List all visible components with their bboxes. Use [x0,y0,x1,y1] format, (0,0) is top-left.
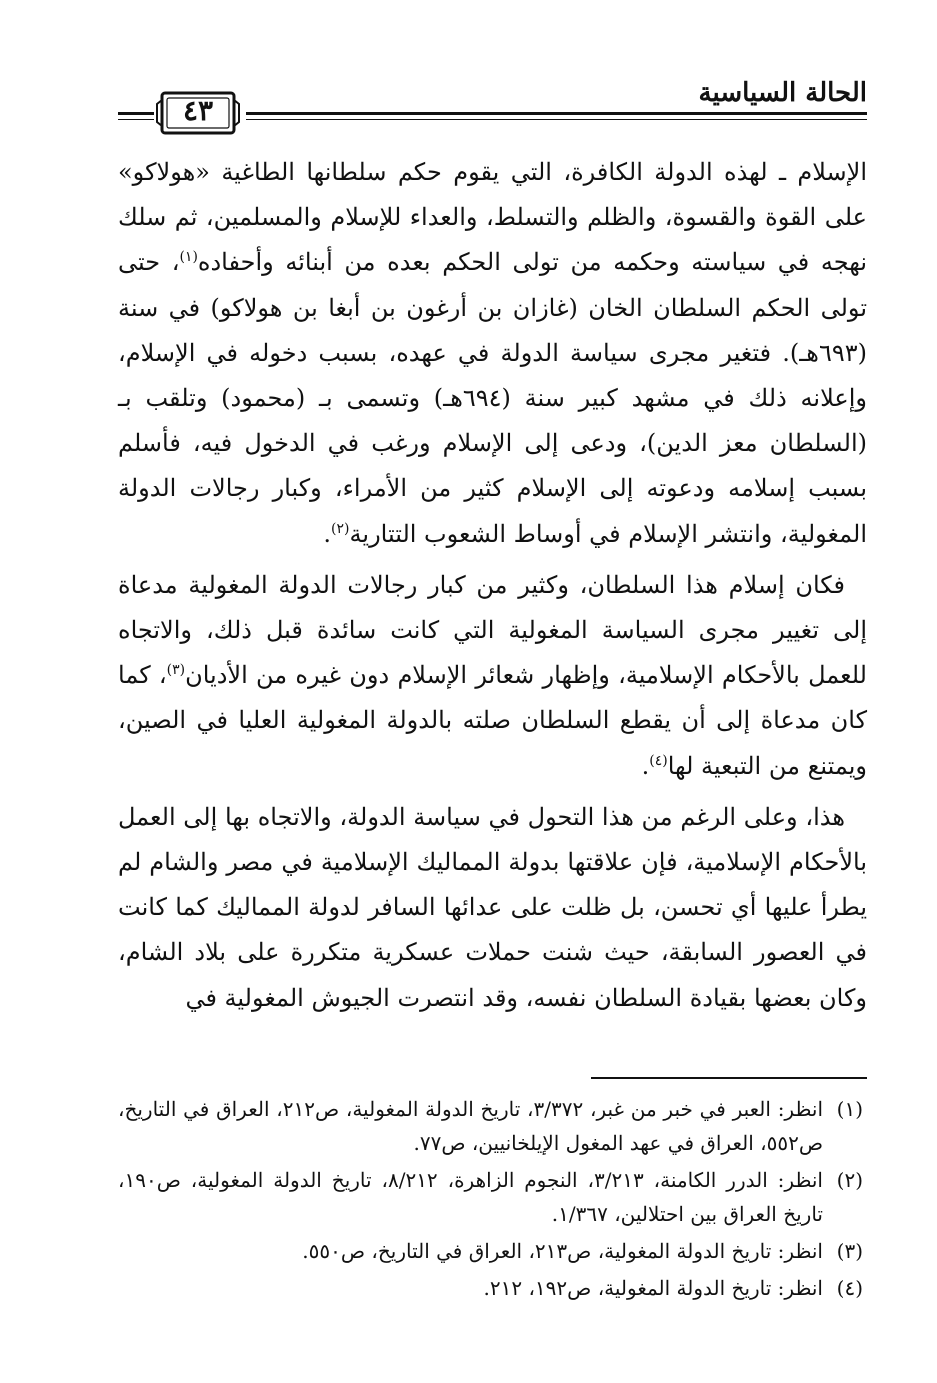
running-title: الحالة السياسية [698,78,867,108]
paragraph-1-text-c: . [323,519,332,548]
footnote-ref-1[interactable]: (١) [179,249,198,266]
paragraph-2 [118,563,867,789]
header-rule-right [246,112,867,115]
paragraph-2-text-b: ، كما كان مدعاة إلى أن يقطع السلطان صلته بالدولة المغولية العليا في الصين، ويمتنع من التبعية لها [118,661,867,780]
footnote-separator [591,1077,867,1079]
paragraph-2-text-a: فكان إسلام هذا السلطان، وكثير من كبار رجالات الدولة المغولية مدعاة إلى تغيير مجرى السياسة المغولية التي كانت سائدة قبل ذلك، والاتجاه للعمل بالأحكام الإسلامية، وإظهار شعائر الإسلام دون غيره من الأديان [118,570,867,690]
header-rule-right-thin [246,119,867,120]
footnote-item [118,1163,863,1231]
paragraph-1-text-b: ، حتى تولى الحكم السلطان الخان (غازان بن أرغون بن أبغا بن هولاكو) في سنة (٦٩٣هـ). فتغير مجرى سياسة الدولة في عهده، بسبب دخوله في الإسلام، وإعلانه ذلك في مشهد كبير سنة (٦٩٤هـ) وتسمى بـ (محمود) وتلقب بـ (السلطان معز الدين)، ودعى إلى الإسلام ورغب في الدخول فيه، فأسلم بسبب إسلامه ودعوته إلى الإسلام كثير من الأمراء، وكبار رجالات الدولة المغولية، وانتشر الإسلام في أوساط الشعوب التتارية [118,248,867,548]
header-rule-left-thin [118,119,154,120]
paragraph-3: هذا، وعلى الرغم من هذا التحول في سياسة الدولة، والاتجاه بها إلى العمل بالأحكام الإسلامية، فإن علاقتها بدولة المماليك الإسلامية في مصر والشام لم يطرأ عليها أي تحسن، بل ظلت على عدائها السافر لدولة المماليك كما كانت في العصور السابقة، حيث شنت حملات عسكرية متكررة على بلاد الشام، وكان بعضها بقيادة السلطان نفسه، وقد انتصرت الجيوش المغولية في [118,802,867,1012]
footnote-item [118,1234,863,1268]
paragraph-1 [118,150,867,557]
footnote-ref-4[interactable]: (٤) [649,752,668,769]
footnote-item [118,1271,863,1305]
footnote-ref-2[interactable]: (٢) [331,520,350,537]
footnote-number: (٤) [836,1276,863,1300]
footnote-item [118,1092,863,1160]
footnote-ref-3[interactable]: (٣) [166,662,186,679]
header-rule-left [118,112,154,115]
footnote-text: انظر: الدرر الكامنة، ٣/٢١٣، النجوم الزاهرة، ٨/٢١٢، تاريخ الدولة المغولية، ص١٩٠، تاريخ العراق بين احتلالين، ١/٣٦٧. [118,1168,823,1226]
body-text [118,150,867,1027]
footnote-text: انظر: العبر في خبر من غبر، ٣/٣٧٢، تاريخ الدولة المغولية، ص٢١٢، العراق في التاريخ، ص٥٥٢، العراق في عهد المغول الإيلخانيين، ص٧٧. [118,1097,823,1155]
page-number-frame [156,90,240,136]
page-header [118,72,867,134]
page-number: ٤٣ [182,94,214,127]
footnote-text: انظر: تاريخ الدولة المغولية، ص١٩٢، ٢١٢. [483,1276,823,1300]
footnote-number: (٣) [836,1239,863,1263]
footnote-text: انظر: تاريخ الدولة المغولية، ص٢١٣، العراق في التاريخ، ص٥٥٠. [302,1239,823,1263]
footnote-number: (٢) [836,1168,863,1192]
footnotes [118,1092,863,1308]
paragraph-2-text-c: . [641,751,650,780]
footnote-number: (١) [836,1097,863,1121]
paragraph-1-text-a: الإسلام ـ لهذه الدولة الكافرة، التي يقوم حكم سلطانها الطاغية «هولاكو» على القوة والقسوة، والظلم والتسلط، والعداء للإسلام والمسلمين، ثم سلك نهجه في سياسته وحكمه من تولى الحكم بعده من أبنائه وأحفاده [118,158,867,277]
